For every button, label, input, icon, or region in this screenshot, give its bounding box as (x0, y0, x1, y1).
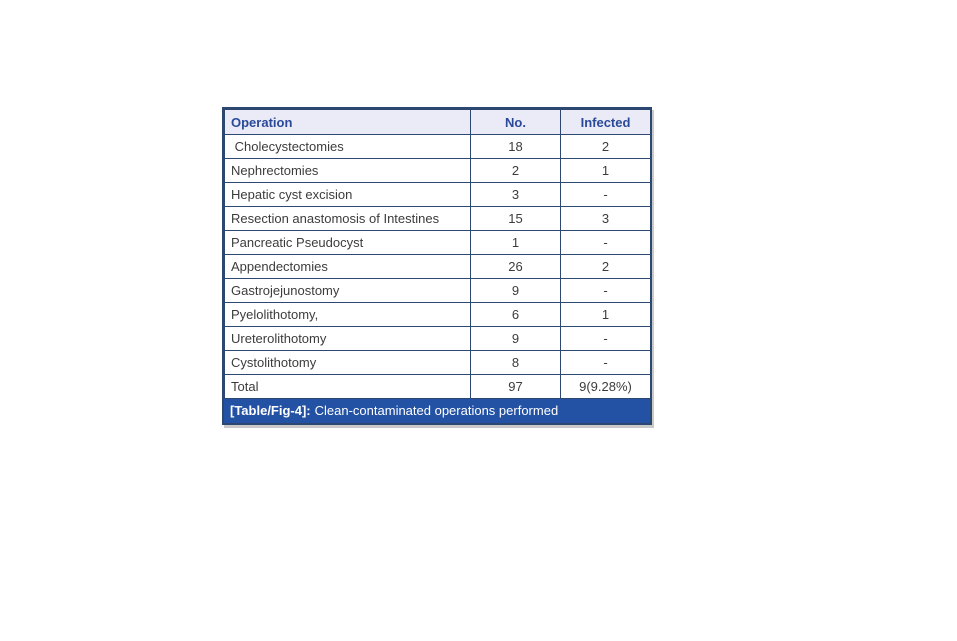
cell-infected: - (561, 279, 651, 303)
cell-operation: Total (225, 375, 471, 399)
cell-operation: Resection anastomosis of Intestines (225, 207, 471, 231)
table-caption-text: Clean-contaminated operations performed (314, 403, 559, 418)
header-row (225, 110, 651, 135)
table-figure (222, 107, 652, 425)
table-row (225, 159, 651, 183)
cell-no: 3 (471, 183, 561, 207)
cell-no: 8 (471, 351, 561, 375)
cell-no: 2 (471, 159, 561, 183)
cell-no: 9 (471, 327, 561, 351)
cell-infected: - (561, 183, 651, 207)
cell-no: 26 (471, 255, 561, 279)
cell-operation: Pyelolithotomy, (225, 303, 471, 327)
cell-no: 1 (471, 231, 561, 255)
cell-infected: 1 (561, 303, 651, 327)
cell-operation: Cholecystectomies (225, 135, 471, 159)
table-row (225, 351, 651, 375)
cell-infected: 9(9.28%) (561, 375, 651, 399)
table-row (225, 327, 651, 351)
cell-no: 18 (471, 135, 561, 159)
cell-operation: Gastrojejunostomy (225, 279, 471, 303)
cell-operation: Pancreatic Pseudocyst (225, 231, 471, 255)
column-header-operation: Operation (225, 110, 471, 135)
cell-operation: Nephrectomies (225, 159, 471, 183)
cell-no: 9 (471, 279, 561, 303)
cell-operation: Appendectomies (225, 255, 471, 279)
operations-table (224, 109, 651, 399)
cell-operation: Hepatic cyst excision (225, 183, 471, 207)
cell-infected: 2 (561, 135, 651, 159)
table-row (225, 135, 651, 159)
table-row (225, 183, 651, 207)
table-row (225, 207, 651, 231)
cell-no: 15 (471, 207, 561, 231)
table-row (225, 375, 651, 399)
column-header-no: No. (471, 110, 561, 135)
column-header-infected: Infected (561, 110, 651, 135)
cell-infected: - (561, 351, 651, 375)
cell-operation: Cystolithotomy (225, 351, 471, 375)
table-row (225, 303, 651, 327)
cell-no: 6 (471, 303, 561, 327)
cell-operation: Ureterolithotomy (225, 327, 471, 351)
cell-infected: - (561, 327, 651, 351)
table-caption-label: [Table/Fig-4]: (230, 403, 311, 418)
table-row (225, 231, 651, 255)
cell-infected: 3 (561, 207, 651, 231)
table-body (225, 135, 651, 399)
cell-infected: - (561, 231, 651, 255)
table-row (225, 279, 651, 303)
table-caption (224, 399, 650, 423)
cell-infected: 1 (561, 159, 651, 183)
cell-infected: 2 (561, 255, 651, 279)
cell-no: 97 (471, 375, 561, 399)
table-row (225, 255, 651, 279)
